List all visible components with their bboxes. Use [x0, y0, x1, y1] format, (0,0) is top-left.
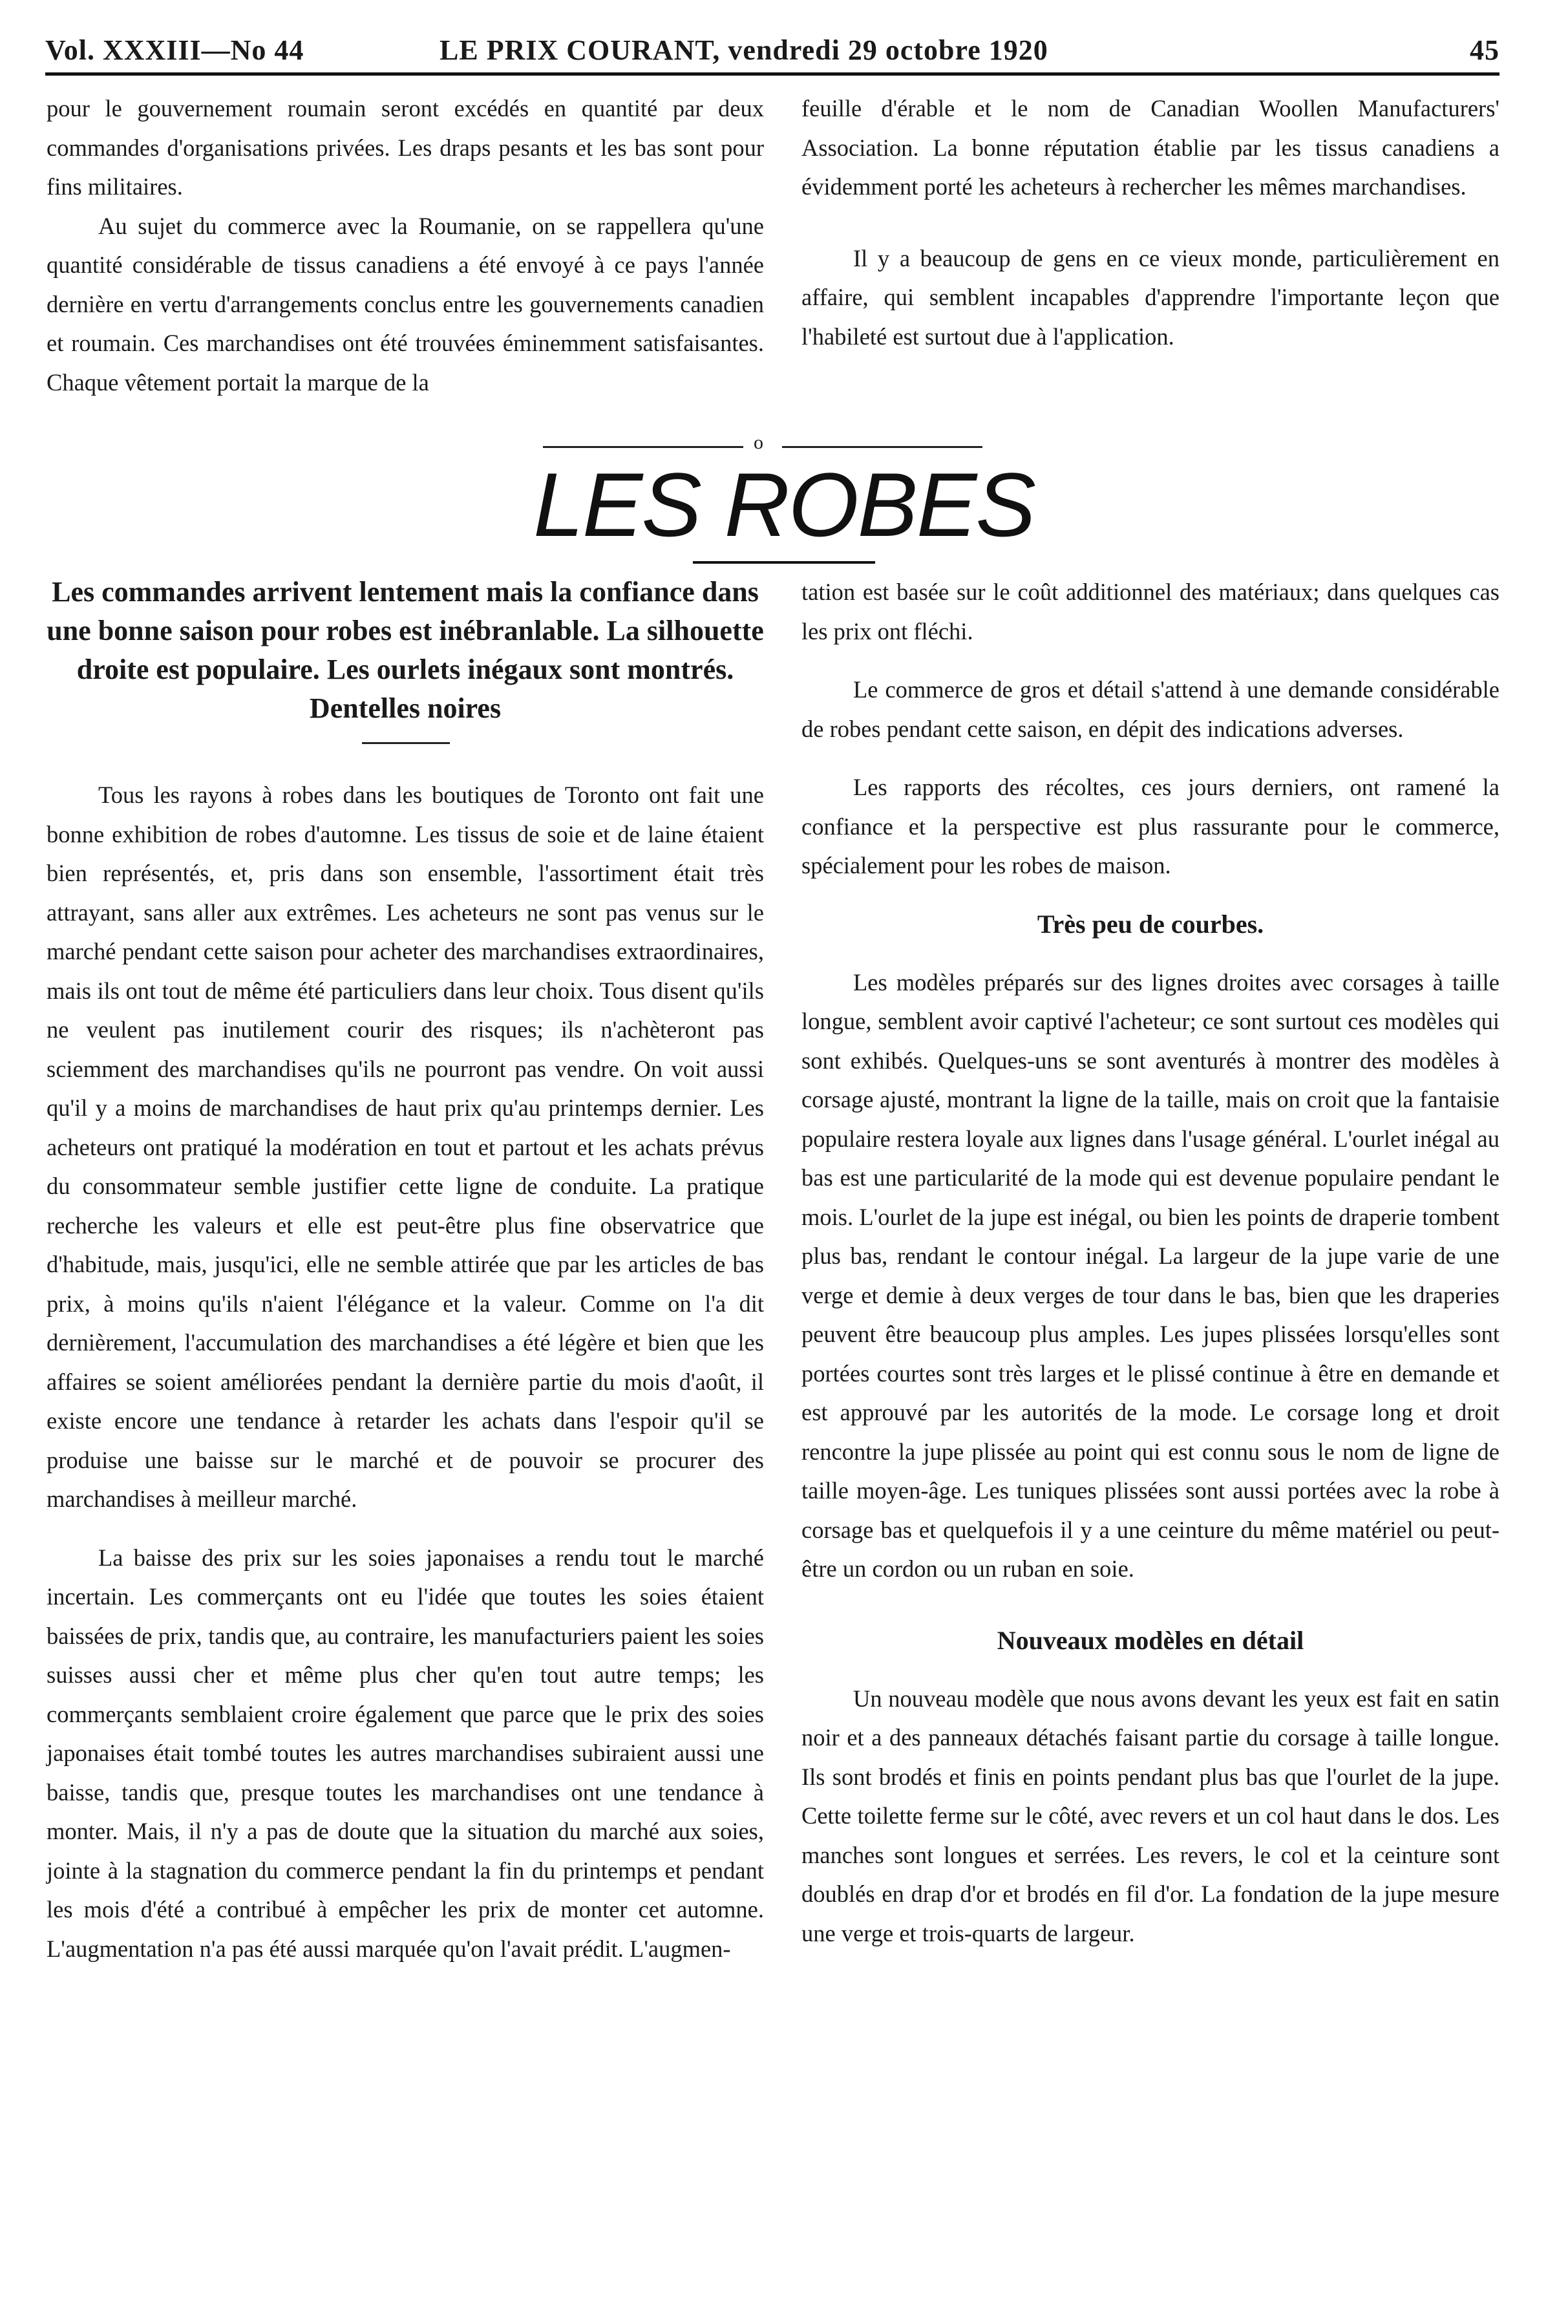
- header-rule: [45, 72, 1499, 76]
- section-heading: Nouveaux modèles en détail: [997, 1625, 1304, 1655]
- title-rule: [693, 561, 875, 564]
- paragraph: Un nouveau modèle que nous avons devant les yeux est fait en satin noir et a des panneaux détachés faisant partie du corsage à taille longue. Ils sont brodés et finis en points pendant plus bas que l'ourlet de la jupe. Cette toilette ferme sur le côté, avec revers et un col haut dans le dos. Les manches sont longues et serrées. Les revers, le col et la ceinture sont doublés en drap d'or et brodés en fil d'or. La fondation de la jupe mesure une verge et trois-quarts de largeur.: [801, 1685, 1499, 1946]
- paragraph: Tous les rayons à robes dans les boutiques de Toronto ont fait une bonne exhibition de robes d'automne. Les tissus de soie et de laine étaient bien représentés, et, pris dans son ensemble, l'assortiment était très attrayant, sans aller aux extrêmes. Les acheteurs ne sont pas venus sur le marché pendant cette saison pour acheter des marchandises extraordinaires, mais ils ont tout de même été particuliers dans leur choix. Tous disent qu'ils ne veulent pas inutilement courir des risques; ils n'achèteront pas sciemment des marchandises qu'ils ne pourront pas vendre. On voit aussi qu'il y a moins de marchandises de haut prix qu'au printemps dernier. Les acheteurs ont pratiqué la modération en tout et partout et les achats prévus du consommateur semble justifier cette ligne de conduite. La pratique recherche les valeurs et elle est peut-être plus fine observatrice que d'habitude, mais, jusqu'ici, elle ne semble attirée que par les articles de bas prix, à moins qu'ils n'aient l'élégance et la valeur. Comme on l'a dit dernièrement, l'accumulation des marchandises a été légère et bien que les affaires se soient améliorées pendant la dernière partie du mois d'août, il existe encore une tendance à retarder les achats dans l'espoir qu'il se produise une baisse sur le marché et de pouvoir se procurer des marchandises à meilleur marché.: [47, 782, 764, 1512]
- publication-dateline: LE PRIX COURANT, vendredi 29 octobre 1920: [440, 34, 1048, 66]
- paragraph: tation est basée sur le coût additionnel des matériaux; dans quelques cas les prix ont fléchi.: [801, 579, 1499, 645]
- volume-number: Vol. XXXIII—No 44: [45, 34, 304, 66]
- paragraph: Au sujet du commerce avec la Roumanie, on se rappellera qu'une quantité considérable de tissus canadiens a été envoyé à ce pays l'année dernière en vertu d'arrangements conclus entre les gouvernements canadien et roumain. Ces marchandises ont été trouvées éminemment satisfaisantes. Chaque vêtement portait la marque de la: [47, 212, 764, 396]
- previous-article-right-column: [801, 89, 1499, 356]
- page-number: 45: [1470, 34, 1499, 66]
- paragraph: La baisse des prix sur les soies japonaises a rendu tout le marché incertain. Les commerçants ont eu l'idée que toutes les soies étaient baissées de prix, tandis que, au contraire, les manufacturiers paient les soies suisses aussi cher et même plus cher qu'en tout autre temps; les commerçants semblaient croire également que parce que le prix des soies japonaises était tombé toutes les autres marchandises subiraient aussi une baisse, tandis que, presque toutes les marchandises ont une tendance à monter. Mais, il n'y a pas de doute que la situation du marché aux soies, jointe à la stagnation du commerce pendant la fin du printemps et pendant les mois d'été a contribué à empêcher les prix de monter cet automne. L'augmentation n'a pas été aussi marquée qu'on l'avait prédit. L'augmen-: [47, 1544, 764, 1962]
- paragraph: feuille d'érable et le nom de Canadian Woollen Manufacturers' Association. La bonne réputation établie par les tissus canadiens a évidemment porté les acheteurs à rechercher les mêmes marchandises.: [801, 95, 1499, 200]
- divider-mark: o: [754, 432, 763, 453]
- paragraph: Les rapports des récoltes, ces jours derniers, ont ramené la confiance et la perspective est plus rassurante pour le commerce, spécialement pour les robes de maison.: [801, 774, 1499, 879]
- paragraph: pour le gouvernement roumain seront excédés en quantité par deux commandes d'organisations privées. Les draps pesants et les bas sont pour fins militaires.: [47, 95, 764, 200]
- article-title: LES ROBES: [533, 454, 1035, 555]
- article-left-column: [47, 776, 764, 1968]
- article-right-column: [801, 573, 1499, 1953]
- paragraph: Il y a beaucoup de gens en ce vieux monde, particulièrement en affaire, qui semblent incapables d'apprendre l'importante leçon que l'habileté est surtout due à l'application.: [801, 244, 1499, 350]
- section-heading: Très peu de courbes.: [1037, 909, 1264, 939]
- paragraph: Le commerce de gros et détail s'attend à une demande considérable de robes pendant cette saison, en dépit des indications adverses.: [801, 676, 1499, 742]
- paragraph: Les modèles préparés sur des lignes droites avec corsages à taille longue, semblent avoir captivé l'acheteur; ce sont surtout ces modèles qui sont exhibés. Quelques-uns se sont aventurés à montrer des modèles à corsage ajusté, montrant la ligne de la taille, mais on croit que la fantaisie populaire restera loyale aux lignes dans l'usage général. L'ourlet inégal au bas est une particularité de la mode qui est devenue populaire pendant le mois. L'ourlet de la jupe est inégal, ou bien les points de draperie tombent plus bas, rendant le contour inégal. La largeur de la jupe varie de une verge et demie à deux verges de tour dans le bas, bien que les draperies peuvent être beaucoup plus amples. Les jupes plissées lorsqu'elles sont portées courtes sont très larges et le plissé continue à être en demande et est approuvé par les autorités de la mode. Le corsage long et droit rencontre la jupe plissée au point qui est connu sous le nom de ligne de taille moyen-âge. Les tuniques plissées sont aussi portées avec la robe à corsage bas et quelquefois il y a une ceinture du même matériel ou peut-être un cordon ou un ruban en soie.: [801, 968, 1499, 1582]
- subhead-rule: [362, 742, 450, 744]
- article-subheadline: Les commandes arrivent lentement mais la confiance dans une bonne saison pour robes est inébranlable. La silhouette droite est populaire. Les ourlets inégaux sont montrés. Dentelles noires: [47, 576, 764, 724]
- previous-article-left-column: [47, 89, 764, 402]
